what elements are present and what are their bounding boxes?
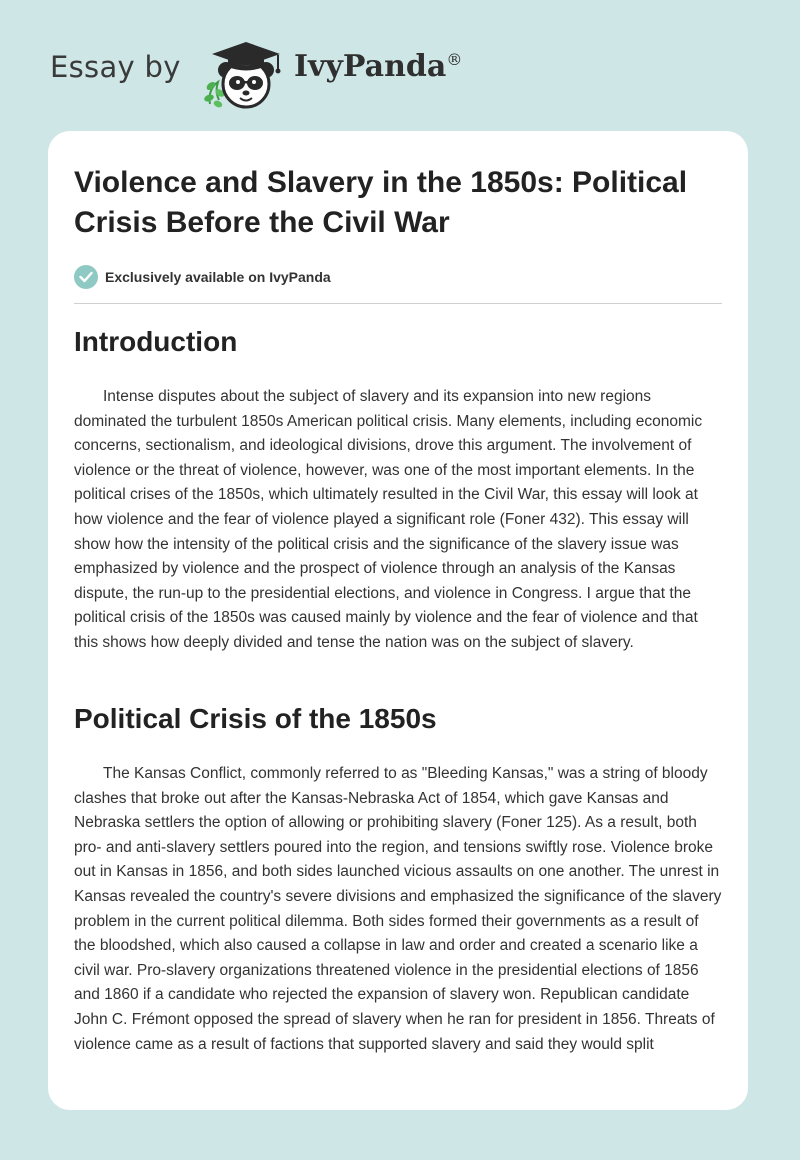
essay-title: Violence and Slavery in the 1850s: Political Crisis Before the Civil War [74,166,688,239]
badge-text: Exclusively available on IvyPanda [105,269,331,285]
brand-name[interactable]: IvyPanda® [294,49,463,84]
essay-card [48,131,748,1110]
check-icon [74,265,98,289]
section-paragraph-political-crisis: The Kansas Conflict, commonly referred to as "Bleeding Kansas," was a string of bloody clashes that broke out after the Kansas-Nebraska Act of 1854, which gave Kansas and Nebraska settlers the option of allowing or prohibiting slavery (Foner 125). As a result, both pro- and anti-slavery settlers poured into the region, and tensions swiftly rose. Violence broke out in Kansas in 1856, and both sides launched vicious assaults on one another. The unrest in Kansas revealed the country's severe divisions and emphasized the significance of the slavery problem in the current political dilemma. Both sides formed their governments as a result of the bloodshed, which also caused a collapse in law and order and created a scenario like a civil war. Pro-slavery organizations threatened violence in the presidential elections of 1856 and 1860 if a candidate who rejected the expansion of slavery won. Republican candidate John C. Frémont opposed the spread of slavery when he ran for president in 1856. Threats of violence came as a result of factions that supported slavery and said they would split [74,765,722,1053]
divider [74,303,722,304]
section-heading-introduction: Introduction [74,326,238,357]
registered-mark: ® [446,50,463,69]
brand-prefix: Essay by [50,50,181,84]
section-paragraph-introduction: Intense disputes about the subject of slavery and its expansion into new regions dominated the turbulent 1850s American political crisis. Many elements, including economic concerns, sectionalism, and ideological divisions, drove this argument. The involvement of violence or the threat of violence, however, was one of the most important elements. In the political crises of the 1850s, which ultimately resulted in the Civil War, this essay will look at how violence and the fear of violence played a significant role (Foner 432). This essay will show how the intensity of the political crisis and the significance of the slavery issue was emphasized by violence and the prospect of violence through an analysis of the Kansas dispute, the run-up to the presidential elections, and violence in Congress. I argue that the political crisis of the 1850s was caused mainly by violence and the fear of violence and that this shows how deeply divided and tense the nation was on the subject of slavery. [74,388,703,651]
panda-graduate-icon [200,36,292,110]
exclusive-badge [74,264,331,290]
site-header [0,0,800,120]
section-heading-political-crisis: Political Crisis of the 1850s [74,703,437,734]
